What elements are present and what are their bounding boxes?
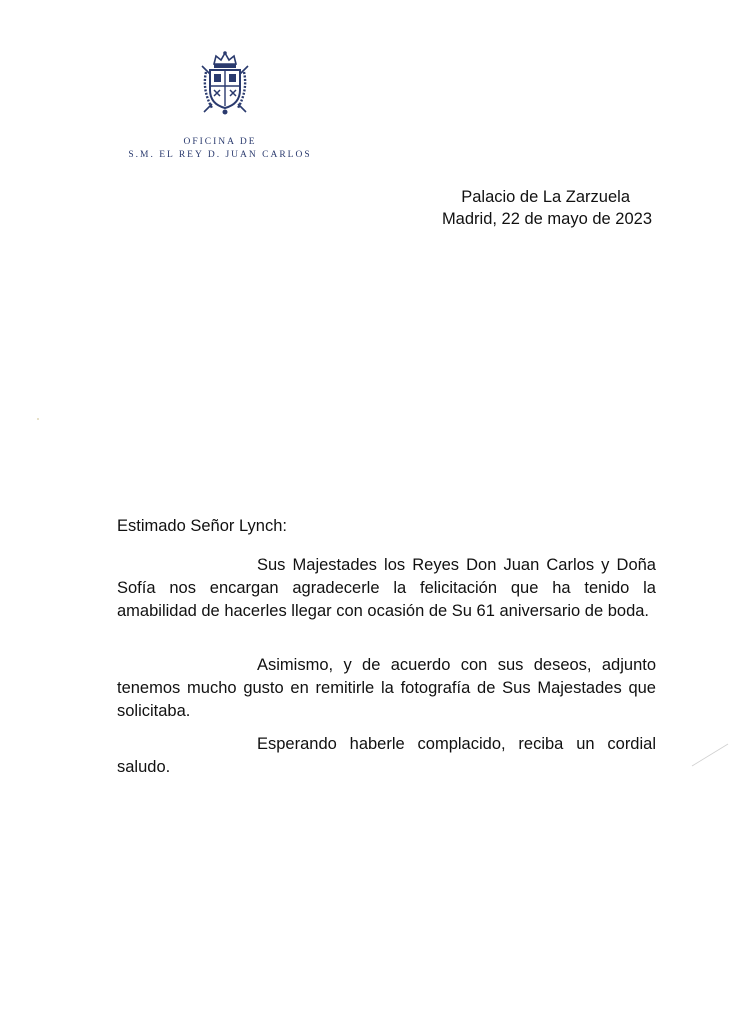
body-paragraph-1: Sus Majestades los Reyes Don Juan Carlos y Doña Sofía nos encargan agradecerle la felicitación que ha tenido la amabilidad de hacerles llegar con ocasión de Su 61 aniversario de boda. xyxy=(117,556,656,620)
salutation: Estimado Señor Lynch: xyxy=(117,517,287,535)
office-line-2: S.M. EL REY D. JUAN CARLOS xyxy=(128,150,312,160)
office-letterhead xyxy=(110,136,330,162)
sender-place: Palacio de La Zarzuela xyxy=(461,188,630,206)
royal-coat-of-arms-icon xyxy=(196,50,254,116)
letter-date: Madrid, 22 de mayo de 2023 xyxy=(441,210,652,228)
body-paragraph-3: Esperando haberle complacido, reciba un cordial saludo. xyxy=(117,735,656,776)
scan-mark xyxy=(690,740,730,770)
scan-dot xyxy=(37,418,39,420)
office-line-1: OFICINA DE xyxy=(183,137,257,147)
body-paragraph-2: Asimismo, y de acuerdo con sus deseos, adjunto tenemos mucho gusto en remitirle la fotografía de Sus Majestades que solicitaba. xyxy=(117,656,656,720)
